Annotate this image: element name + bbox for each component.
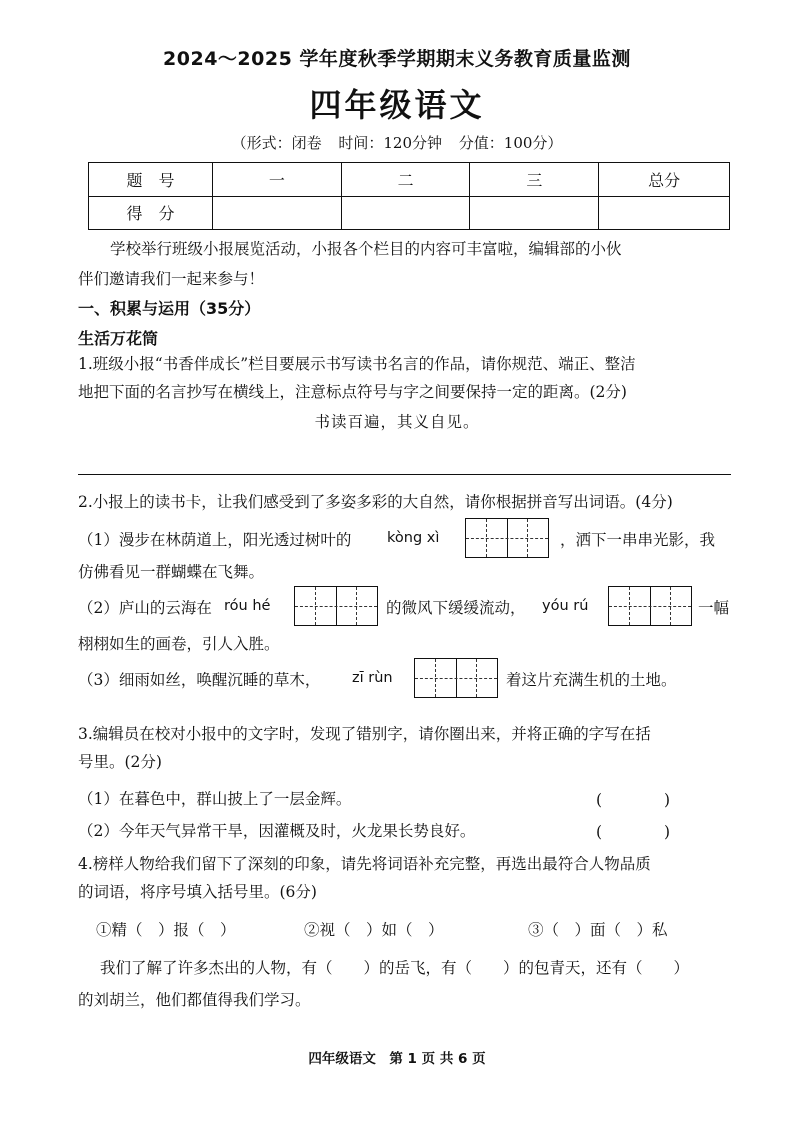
score-table-cell: 总分	[599, 163, 730, 197]
score-table-cell: 三	[470, 163, 599, 197]
score-table	[88, 162, 730, 230]
question-text: （1）漫步在林荫道上，阳光透过树叶的	[78, 531, 352, 549]
pinyin-prompt: yóu rú	[542, 598, 589, 614]
score-entry-cell[interactable]	[470, 196, 599, 230]
score-table-cell: 一	[212, 163, 341, 197]
intro-line: 伴们邀请我们一起来参与！	[78, 270, 265, 288]
exam-score: 分值：100分）	[458, 134, 563, 152]
question-text: 的刘胡兰，他们都值得我们学习。	[78, 991, 311, 1009]
pinyin-prompt: kòng xì	[387, 530, 440, 546]
question-2-item-1	[78, 520, 738, 564]
question-3	[78, 720, 732, 776]
page-footer: 四年级语文 第 1 页 共 6 页	[308, 1051, 486, 1067]
question-text: 3.编辑员在校对小报中的文字时，发现了错别字，请你圈出来，并将正确的字写在括	[78, 725, 651, 743]
question-text: （2）庐山的云海在	[78, 599, 212, 617]
question-text: 的微风下缓缓流动，	[386, 599, 526, 617]
score-table-cell: 二	[341, 163, 470, 197]
question-text: 1.班级小报“书香伴成长”栏目要展示书写读书名言的作品，请你规范、端正、整洁	[78, 355, 636, 373]
exam-time: 时间：120分钟	[338, 134, 442, 152]
answer-grid[interactable]	[294, 586, 378, 626]
question-4-paragraph	[78, 952, 738, 1016]
section-title: 一、积累与运用（35分）	[78, 299, 261, 318]
subject-title: 四年级语文	[309, 86, 485, 124]
question-text: 的词语，将序号填入括号里。(6分)	[78, 883, 317, 901]
intro-line: 学校举行班级小报展览活动，小报各个栏目的内容可丰富啦，编辑部的小伙	[110, 240, 622, 258]
question-text: 地把下面的名言抄写在横线上，注意标点符号与字之间要保持一定的距离。(2分)	[78, 383, 627, 401]
score-entry-cell[interactable]	[341, 196, 470, 230]
question-text: 仿佛看见一群蝴蝶在飞舞。	[78, 563, 265, 581]
score-table-cell: 题 号	[89, 163, 213, 197]
score-table-header-row	[89, 163, 730, 197]
word-option-2[interactable]: ②视（ ）如（ ）	[304, 921, 444, 939]
famous-quote: 书读百遍，其义自见。	[314, 413, 480, 431]
pinyin-prompt: róu hé	[224, 598, 271, 614]
question-text: 号里。(2分)	[78, 753, 162, 771]
intro-paragraph	[78, 234, 728, 294]
answer-grid[interactable]	[414, 658, 498, 698]
question-text: （2）今年天气异常干旱，因灌概及时，火龙果长势良好。	[78, 822, 476, 840]
word-option-3[interactable]: ③（ ）面（ ）私	[528, 921, 668, 939]
question-1	[78, 350, 732, 406]
pinyin-prompt: zī rùn	[352, 670, 393, 686]
answer-line[interactable]	[78, 474, 731, 475]
exam-info	[0, 132, 794, 153]
exam-header-title: 2024～2025 学年度秋季学期期末义务教育质量监测	[163, 48, 631, 70]
answer-parentheses[interactable]: ( )	[596, 823, 671, 841]
question-2-item-3	[78, 660, 738, 704]
answer-parentheses[interactable]: ( )	[596, 791, 671, 809]
exam-form: （形式：闭卷	[231, 134, 322, 152]
question-text: 我们了解了许多杰出的人物，有（ ）的岳飞，有（ ）的包青天，还有（ ）	[100, 959, 690, 977]
answer-grid[interactable]	[465, 518, 549, 558]
question-text: （3）细雨如丝，唤醒沉睡的草木，	[78, 671, 321, 689]
question-2-stem: 2.小报上的读书卡，让我们感受到了多姿多彩的大自然，请你根据拼音写出词语。(4分)	[78, 493, 673, 511]
question-4	[78, 850, 732, 906]
word-option-1[interactable]: ①精（ ）报（ ）	[96, 921, 236, 939]
question-text: 4.榜样人物给我们留下了深刻的印象，请先将词语补充完整，再选出最符合人物品质	[78, 855, 651, 873]
question-2-item-2	[78, 588, 738, 632]
question-text: 一幅	[698, 599, 730, 617]
question-text: 栩栩如生的画卷，引人入胜。	[78, 635, 280, 653]
question-text: （1）在暮色中，群山披上了一层金辉。	[78, 790, 352, 808]
sub-section-title: 生活万花筒	[78, 329, 159, 348]
score-table-score-row	[89, 196, 730, 230]
question-text: ，洒下一串串光影，我	[560, 531, 716, 549]
score-entry-cell[interactable]	[212, 196, 341, 230]
score-table-cell: 得 分	[89, 196, 213, 230]
score-entry-cell[interactable]	[599, 196, 730, 230]
question-text: 着这片充满生机的土地。	[506, 671, 677, 689]
answer-grid[interactable]	[608, 586, 692, 626]
